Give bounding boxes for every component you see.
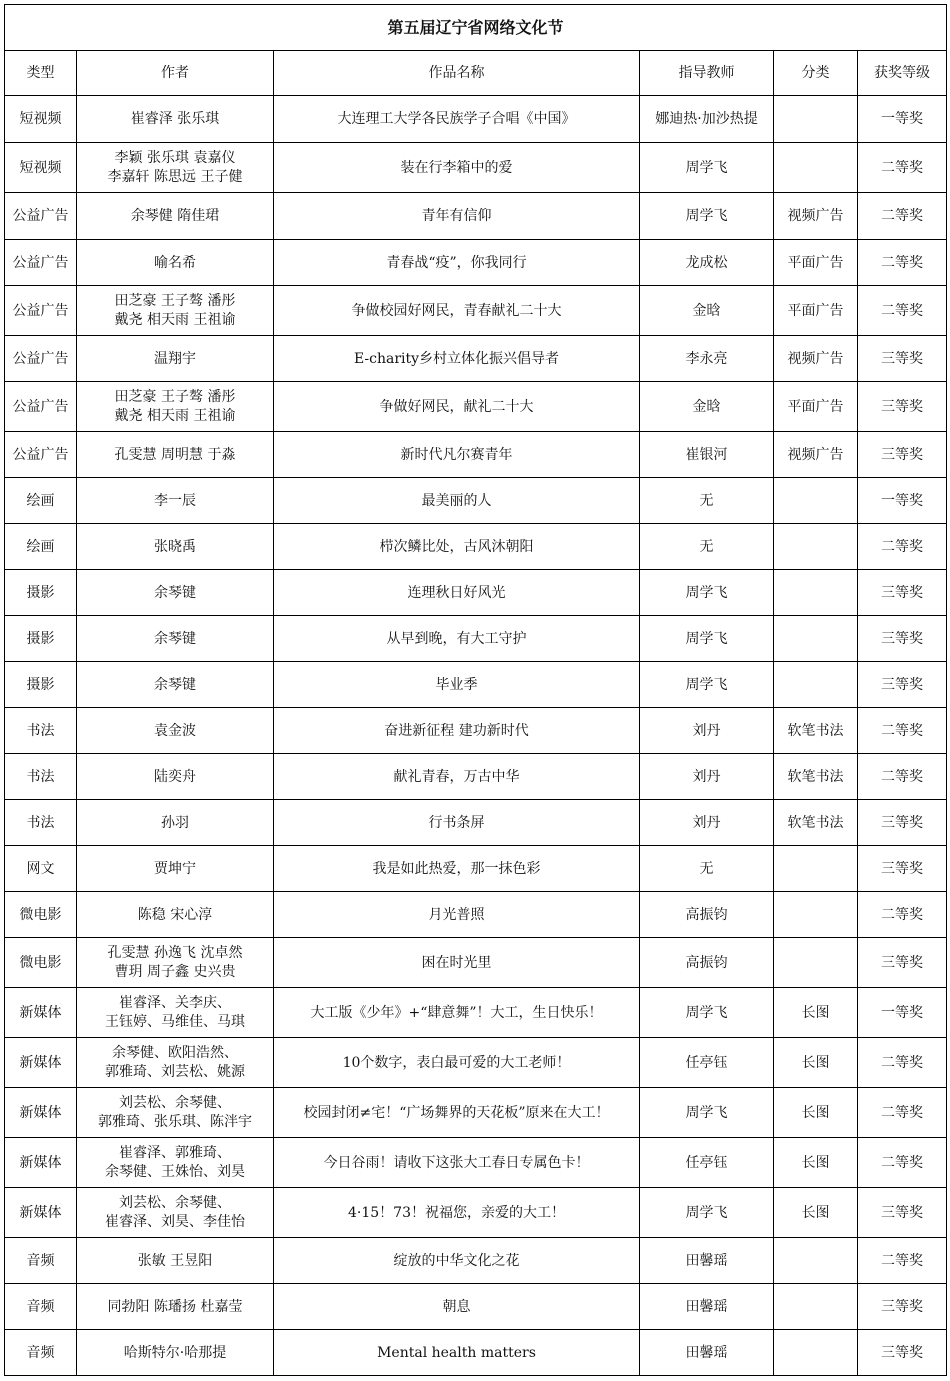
cell-type: 绘画 [5, 478, 77, 524]
cell-category: 长图 [774, 1088, 858, 1138]
cell-award: 二等奖 [858, 1038, 947, 1088]
author-line: 余琴键 [154, 584, 196, 601]
cell-award: 三等奖 [858, 1330, 947, 1376]
cell-work: 最美丽的人 [274, 478, 640, 524]
cell-award: 三等奖 [858, 846, 947, 892]
cell-work: 4·15！73！祝福您，亲爱的大工！ [274, 1188, 640, 1238]
cell-work: 栉次鳞比处，古风沐朝阳 [274, 524, 640, 570]
author-line: 余琴键 [154, 630, 196, 647]
table-row [5, 754, 947, 800]
author-line: 王钰婷、马维佳、马琪 [105, 1013, 245, 1030]
cell-award: 三等奖 [858, 662, 947, 708]
header-row [5, 51, 947, 96]
cell-category [774, 846, 858, 892]
cell-authors [77, 478, 274, 524]
cell-type: 公益广告 [5, 240, 77, 286]
cell-authors [77, 1188, 274, 1238]
cell-award: 三等奖 [858, 336, 947, 382]
cell-work: E-charity乡村立体化振兴倡导者 [274, 336, 640, 382]
table-row [5, 143, 947, 193]
author-line: 李一辰 [154, 492, 196, 509]
cell-type: 公益广告 [5, 286, 77, 336]
cell-authors [77, 662, 274, 708]
table-row [5, 1138, 947, 1188]
cell-type: 音频 [5, 1238, 77, 1284]
cell-teacher: 无 [640, 524, 774, 570]
author-line: 戴尧 相天雨 王祖谕 [114, 311, 236, 328]
cell-category: 视频广告 [774, 336, 858, 382]
cell-type: 摄影 [5, 616, 77, 662]
cell-work: 争做好网民，献礼二十大 [274, 382, 640, 432]
cell-authors [77, 616, 274, 662]
author-line: 孙羽 [161, 814, 189, 831]
author-line: 李颖 张乐琪 袁嘉仪 [114, 149, 236, 166]
cell-category [774, 1238, 858, 1284]
cell-category: 视频广告 [774, 193, 858, 240]
cell-award: 二等奖 [858, 892, 947, 938]
column-header-work: 作品名称 [274, 51, 640, 96]
cell-category: 长图 [774, 1188, 858, 1238]
cell-award: 一等奖 [858, 988, 947, 1038]
cell-type: 书法 [5, 708, 77, 754]
cell-authors [77, 336, 274, 382]
cell-teacher: 田馨瑶 [640, 1284, 774, 1330]
cell-award: 一等奖 [858, 96, 947, 143]
cell-category: 软笔书法 [774, 800, 858, 846]
table-title: 第五届辽宁省网络文化节 [5, 5, 947, 51]
author-line: 李嘉轩 陈思远 王子健 [107, 168, 243, 185]
cell-work: Mental health matters [274, 1330, 640, 1376]
award-table [4, 4, 947, 1376]
cell-category [774, 892, 858, 938]
author-line: 袁金波 [154, 722, 196, 739]
cell-work: 今日谷雨！请收下这张大工春日专属色卡！ [274, 1138, 640, 1188]
cell-type: 音频 [5, 1330, 77, 1376]
cell-category [774, 1330, 858, 1376]
cell-work: 朝息 [274, 1284, 640, 1330]
table-row [5, 846, 947, 892]
cell-type: 公益广告 [5, 193, 77, 240]
author-line: 哈斯特尔·哈那提 [123, 1344, 227, 1361]
table-row [5, 432, 947, 478]
cell-work: 献礼青春，万古中华 [274, 754, 640, 800]
cell-authors [77, 1330, 274, 1376]
cell-teacher: 周学飞 [640, 1188, 774, 1238]
table-row [5, 616, 947, 662]
column-header-award: 获奖等级 [858, 51, 947, 96]
cell-category: 软笔书法 [774, 708, 858, 754]
cell-category [774, 96, 858, 143]
cell-category: 平面广告 [774, 382, 858, 432]
cell-type: 摄影 [5, 662, 77, 708]
cell-work: 月光普照 [274, 892, 640, 938]
cell-type: 书法 [5, 754, 77, 800]
cell-award: 三等奖 [858, 432, 947, 478]
author-line: 崔睿泽、郭雅琦、 [119, 1144, 231, 1161]
cell-category [774, 938, 858, 988]
cell-type: 绘画 [5, 524, 77, 570]
table-row [5, 96, 947, 143]
cell-teacher: 田馨瑶 [640, 1238, 774, 1284]
cell-authors [77, 1138, 274, 1188]
cell-authors [77, 1284, 274, 1330]
cell-category [774, 143, 858, 193]
cell-award: 二等奖 [858, 1088, 947, 1138]
cell-authors [77, 800, 274, 846]
cell-type: 短视频 [5, 96, 77, 143]
cell-authors [77, 1038, 274, 1088]
column-header-author: 作者 [77, 51, 274, 96]
cell-teacher: 崔银河 [640, 432, 774, 478]
cell-category [774, 570, 858, 616]
cell-type: 新媒体 [5, 1188, 77, 1238]
table-row [5, 1188, 947, 1238]
table-body [5, 96, 947, 1376]
cell-authors [77, 846, 274, 892]
table-row [5, 478, 947, 524]
cell-teacher: 任亭钰 [640, 1038, 774, 1088]
table-row [5, 1088, 947, 1138]
cell-work: 毕业季 [274, 662, 640, 708]
cell-work: 困在时光里 [274, 938, 640, 988]
cell-type: 网文 [5, 846, 77, 892]
cell-award: 二等奖 [858, 524, 947, 570]
cell-work: 校园封闭≠宅！“广场舞界的天花板”原来在大工！ [274, 1088, 640, 1138]
cell-work: 绽放的中华文化之花 [274, 1238, 640, 1284]
award-sheet [4, 4, 946, 1376]
cell-work: 行书条屏 [274, 800, 640, 846]
cell-teacher: 周学飞 [640, 662, 774, 708]
table-row [5, 708, 947, 754]
cell-award: 二等奖 [858, 1138, 947, 1188]
cell-teacher: 周学飞 [640, 988, 774, 1038]
author-line: 余琴健 隋佳珺 [130, 208, 220, 224]
table-row [5, 1284, 947, 1330]
cell-teacher: 金晗 [640, 286, 774, 336]
author-line: 崔睿泽、关李庆、 [119, 994, 231, 1011]
cell-authors [77, 1088, 274, 1138]
cell-award: 三等奖 [858, 382, 947, 432]
table-row [5, 1238, 947, 1284]
cell-award: 二等奖 [858, 240, 947, 286]
table-row [5, 524, 947, 570]
cell-type: 公益广告 [5, 336, 77, 382]
author-line: 田芝豪 王子骜 潘彤 [114, 388, 236, 405]
cell-work: 青年有信仰 [274, 193, 640, 240]
column-header-category: 分类 [774, 51, 858, 96]
cell-award: 三等奖 [858, 800, 947, 846]
cell-category [774, 616, 858, 662]
cell-teacher: 金晗 [640, 382, 774, 432]
author-line: 刘芸松、余琴健、 [119, 1094, 231, 1111]
cell-teacher: 娜迪热·加沙热提 [640, 96, 774, 143]
cell-teacher: 周学飞 [640, 143, 774, 193]
cell-work: 大连理工大学各民族学子合唱《中国》 [274, 96, 640, 143]
cell-type: 新媒体 [5, 988, 77, 1038]
author-line: 陈稳 宋心淳 [137, 906, 213, 923]
table-row [5, 892, 947, 938]
cell-teacher: 无 [640, 846, 774, 892]
cell-teacher: 周学飞 [640, 570, 774, 616]
cell-work: 从早到晚，有大工守护 [274, 616, 640, 662]
author-line: 余琴键 [154, 676, 196, 693]
cell-work: 连理秋日好风光 [274, 570, 640, 616]
cell-authors [77, 286, 274, 336]
cell-category [774, 662, 858, 708]
cell-authors [77, 938, 274, 988]
column-header-teacher: 指导教师 [640, 51, 774, 96]
author-line: 刘芸松、余琴健、 [119, 1194, 231, 1211]
cell-work: 奋进新征程 建功新时代 [274, 708, 640, 754]
cell-type: 公益广告 [5, 382, 77, 432]
column-header-type: 类型 [5, 51, 77, 96]
cell-teacher: 无 [640, 478, 774, 524]
cell-type: 音频 [5, 1284, 77, 1330]
cell-work: 我是如此热爱，那一抹色彩 [274, 846, 640, 892]
cell-work: 青春战“疫”，你我同行 [274, 240, 640, 286]
table-row [5, 938, 947, 988]
cell-category [774, 1284, 858, 1330]
cell-teacher: 李永亮 [640, 336, 774, 382]
cell-category: 长图 [774, 1138, 858, 1188]
cell-teacher: 龙成松 [640, 240, 774, 286]
table-row [5, 1330, 947, 1376]
author-line: 贾坤宁 [154, 860, 196, 877]
cell-teacher: 高振钧 [640, 892, 774, 938]
author-line: 张敏 王昱阳 [137, 1252, 213, 1269]
table-row [5, 662, 947, 708]
cell-award: 二等奖 [858, 754, 947, 800]
cell-teacher: 高振钧 [640, 938, 774, 988]
cell-authors [77, 382, 274, 432]
cell-award: 一等奖 [858, 478, 947, 524]
author-line: 喻名希 [154, 254, 196, 271]
cell-category [774, 478, 858, 524]
table-row [5, 800, 947, 846]
cell-work: 10个数字，表白最可爱的大工老师！ [274, 1038, 640, 1088]
table-row [5, 193, 947, 240]
cell-award: 三等奖 [858, 938, 947, 988]
cell-award: 三等奖 [858, 570, 947, 616]
cell-category: 视频广告 [774, 432, 858, 478]
table-row [5, 988, 947, 1038]
author-line: 陆奕舟 [154, 768, 196, 785]
table-row [5, 286, 947, 336]
cell-teacher: 田馨瑶 [640, 1330, 774, 1376]
cell-work: 新时代凡尔赛青年 [274, 432, 640, 478]
cell-authors [77, 708, 274, 754]
cell-authors [77, 96, 274, 143]
cell-authors [77, 988, 274, 1038]
cell-award: 三等奖 [858, 1284, 947, 1330]
cell-authors [77, 524, 274, 570]
cell-award: 二等奖 [858, 143, 947, 193]
cell-teacher: 周学飞 [640, 616, 774, 662]
cell-award: 三等奖 [858, 616, 947, 662]
author-line: 余琴健、欧阳浩然、 [112, 1044, 238, 1061]
cell-teacher: 任亭钰 [640, 1138, 774, 1188]
cell-authors [77, 570, 274, 616]
cell-authors [77, 754, 274, 800]
cell-work: 大工版《少年》+“肆意舞”！大工，生日快乐！ [274, 988, 640, 1038]
cell-type: 新媒体 [5, 1138, 77, 1188]
author-line: 孔雯慧 孙逸飞 沈卓然 [107, 944, 243, 961]
author-line: 同勃阳 陈璠扬 杜嘉莹 [107, 1298, 243, 1315]
author-line: 戴尧 相天雨 王祖谕 [114, 407, 236, 424]
cell-teacher: 周学飞 [640, 193, 774, 240]
cell-category [774, 524, 858, 570]
author-line: 孔雯慧 周明慧 于淼 [114, 446, 236, 463]
cell-authors [77, 193, 274, 240]
author-line: 崔睿泽、刘昊、李佳怡 [105, 1213, 245, 1230]
author-line: 崔睿泽 张乐琪 [130, 111, 220, 127]
cell-award: 三等奖 [858, 1188, 947, 1238]
author-line: 曹玥 周子鑫 史兴贵 [114, 963, 236, 980]
cell-type: 微电影 [5, 938, 77, 988]
cell-teacher: 周学飞 [640, 1088, 774, 1138]
cell-teacher: 刘丹 [640, 754, 774, 800]
author-line: 田芝豪 王子骜 潘彤 [114, 292, 236, 309]
author-line: 张晓禹 [154, 538, 196, 555]
cell-teacher: 刘丹 [640, 800, 774, 846]
author-line: 余琴健、王姝怡、刘昊 [105, 1163, 245, 1180]
cell-type: 短视频 [5, 143, 77, 193]
cell-authors [77, 1238, 274, 1284]
cell-type: 新媒体 [5, 1088, 77, 1138]
cell-type: 书法 [5, 800, 77, 846]
cell-authors [77, 143, 274, 193]
cell-award: 二等奖 [858, 708, 947, 754]
cell-award: 二等奖 [858, 286, 947, 336]
cell-work: 争做校园好网民，青春献礼二十大 [274, 286, 640, 336]
cell-teacher: 刘丹 [640, 708, 774, 754]
cell-type: 公益广告 [5, 432, 77, 478]
cell-award: 二等奖 [858, 1238, 947, 1284]
cell-type: 新媒体 [5, 1038, 77, 1088]
cell-work: 装在行李箱中的爱 [274, 143, 640, 193]
table-row [5, 336, 947, 382]
cell-authors [77, 892, 274, 938]
table-row [5, 570, 947, 616]
cell-award: 二等奖 [858, 193, 947, 240]
author-line: 郭雅琦、张乐琪、陈泮宇 [98, 1113, 252, 1130]
cell-authors [77, 432, 274, 478]
cell-category: 平面广告 [774, 286, 858, 336]
table-row [5, 382, 947, 432]
cell-type: 摄影 [5, 570, 77, 616]
author-line: 温翔宇 [154, 350, 196, 367]
table-row [5, 240, 947, 286]
table-row [5, 1038, 947, 1088]
cell-category: 长图 [774, 1038, 858, 1088]
cell-category: 长图 [774, 988, 858, 1038]
cell-authors [77, 240, 274, 286]
cell-category: 软笔书法 [774, 754, 858, 800]
cell-type: 微电影 [5, 892, 77, 938]
cell-category: 平面广告 [774, 240, 858, 286]
author-line: 郭雅琦、刘芸松、姚源 [105, 1063, 245, 1080]
